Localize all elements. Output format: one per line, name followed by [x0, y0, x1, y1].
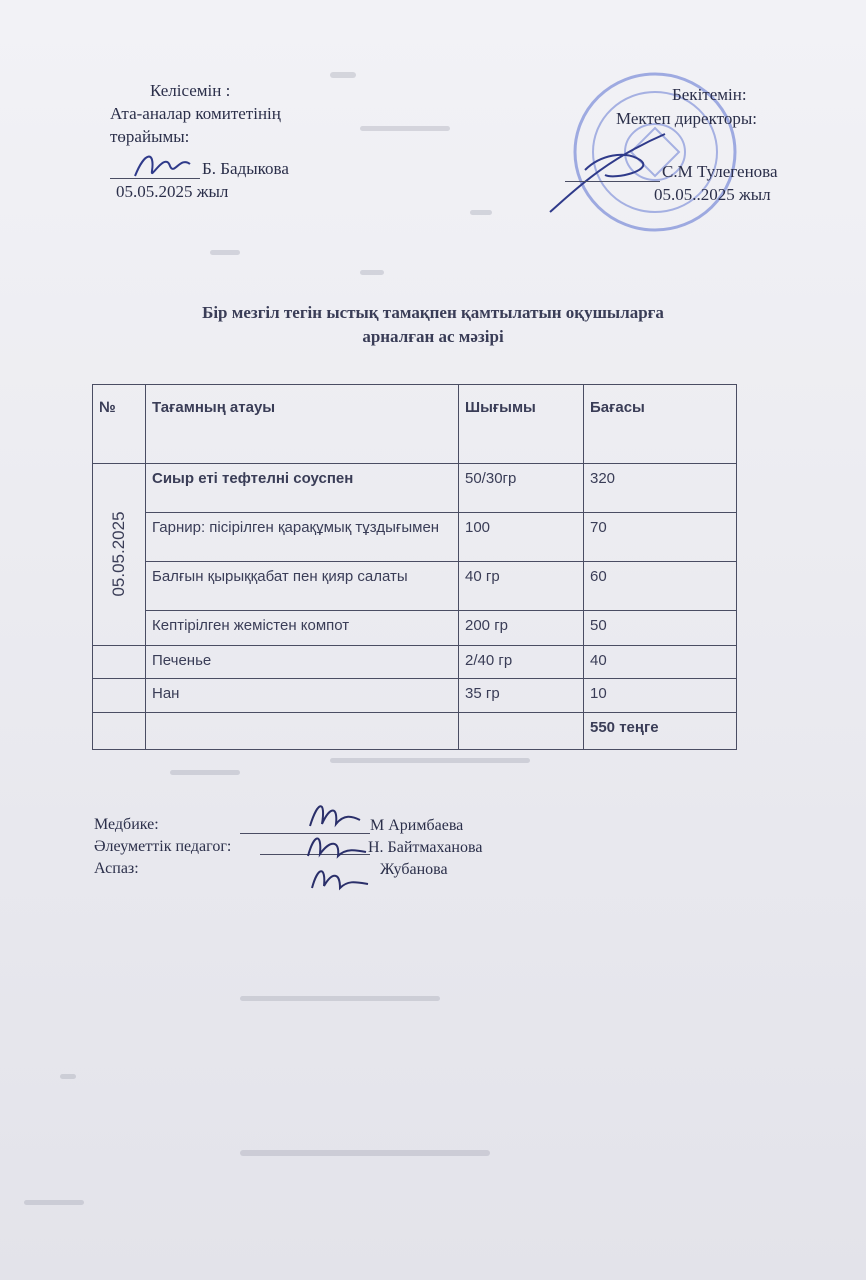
table-row [93, 679, 737, 713]
dish-price: 70 [584, 512, 737, 561]
signature-line [565, 161, 660, 182]
noise-mark [210, 250, 240, 255]
pedagog-name: Н. Байтмаханова [368, 839, 483, 856]
dish-yield: 40 гр [459, 561, 584, 610]
empty-cell [93, 645, 146, 679]
noise-mark [330, 72, 356, 78]
menu-date: 05.05.2025 [109, 511, 128, 597]
empty-cell [93, 713, 146, 750]
total-price: 550 теңге [584, 713, 737, 750]
header-dish-name: Тағамның атауы [146, 385, 459, 464]
table-total-row [93, 713, 737, 750]
signature-badykova [130, 146, 200, 186]
approval-right-name: С.М Тулегенова [662, 162, 778, 181]
document-title-line2: арналған ас мәзірі [362, 327, 504, 346]
approval-right-date: 05.05..2025 жыл [654, 185, 771, 204]
noise-mark [24, 1200, 84, 1205]
approval-right-line1: Мектеп директоры: [616, 109, 757, 128]
dish-name: Печенье [146, 645, 459, 679]
approval-left-heading: Келісемін : [150, 81, 231, 100]
header-yield: Шығымы [459, 385, 584, 464]
empty-cell [146, 713, 459, 750]
header-number: № [93, 385, 146, 464]
table-row [93, 463, 737, 512]
table-row [93, 512, 737, 561]
dish-name: Гарнир: пісірілген қарақұмық тұздығымен [146, 512, 459, 561]
approval-left-date: 05.05.2025 жыл [116, 182, 229, 201]
empty-cell [93, 679, 146, 713]
approval-left-name: Б. Бадыкова [202, 159, 289, 178]
table-row [93, 561, 737, 610]
cook-label: Аспаз: [94, 860, 139, 877]
approval-left-line1: Ата-аналар комитетінің [110, 104, 281, 123]
header-price: Бағасы [584, 385, 737, 464]
dish-price: 50 [584, 610, 737, 645]
noise-mark [240, 1150, 490, 1156]
noise-mark [240, 996, 440, 1001]
dish-name: Кептірілген жемістен компот [146, 610, 459, 645]
table-row [93, 645, 737, 679]
dish-yield: 2/40 гр [459, 645, 584, 679]
noise-mark [170, 770, 240, 775]
document-title-line1: Бір мезгіл тегін ыстық тамақпен қамтылатын оқушыларға [202, 303, 664, 322]
noise-mark [470, 210, 492, 215]
empty-cell [459, 713, 584, 750]
dish-name: Балғын қырыққабат пен қияр салаты [146, 561, 459, 610]
menu-table [92, 384, 737, 750]
dish-price: 40 [584, 645, 737, 679]
table-header-row [93, 385, 737, 464]
dish-price: 60 [584, 561, 737, 610]
noise-mark [330, 758, 530, 763]
dish-name: Нан [146, 679, 459, 713]
dish-name: Сиыр еті тефтелні соуспен [146, 463, 459, 512]
dish-price: 320 [584, 463, 737, 512]
nurse-label: Медбике: [94, 816, 159, 833]
noise-mark [360, 126, 450, 131]
dish-yield: 50/30гр [459, 463, 584, 512]
nurse-name: М Аримбаева [370, 817, 464, 834]
cook-name: Жубанова [380, 861, 448, 878]
dish-yield: 35 гр [459, 679, 584, 713]
dish-yield: 100 [459, 512, 584, 561]
noise-mark [60, 1074, 76, 1079]
approval-right-heading: Бекітемін: [672, 85, 747, 104]
date-cell [93, 463, 146, 645]
approval-left-line2: төрайымы: [110, 127, 190, 146]
noise-mark [360, 270, 384, 275]
table-row [93, 610, 737, 645]
pedagog-label: Әлеуметтік педагог: [94, 838, 232, 855]
dish-yield: 200 гр [459, 610, 584, 645]
dish-price: 10 [584, 679, 737, 713]
